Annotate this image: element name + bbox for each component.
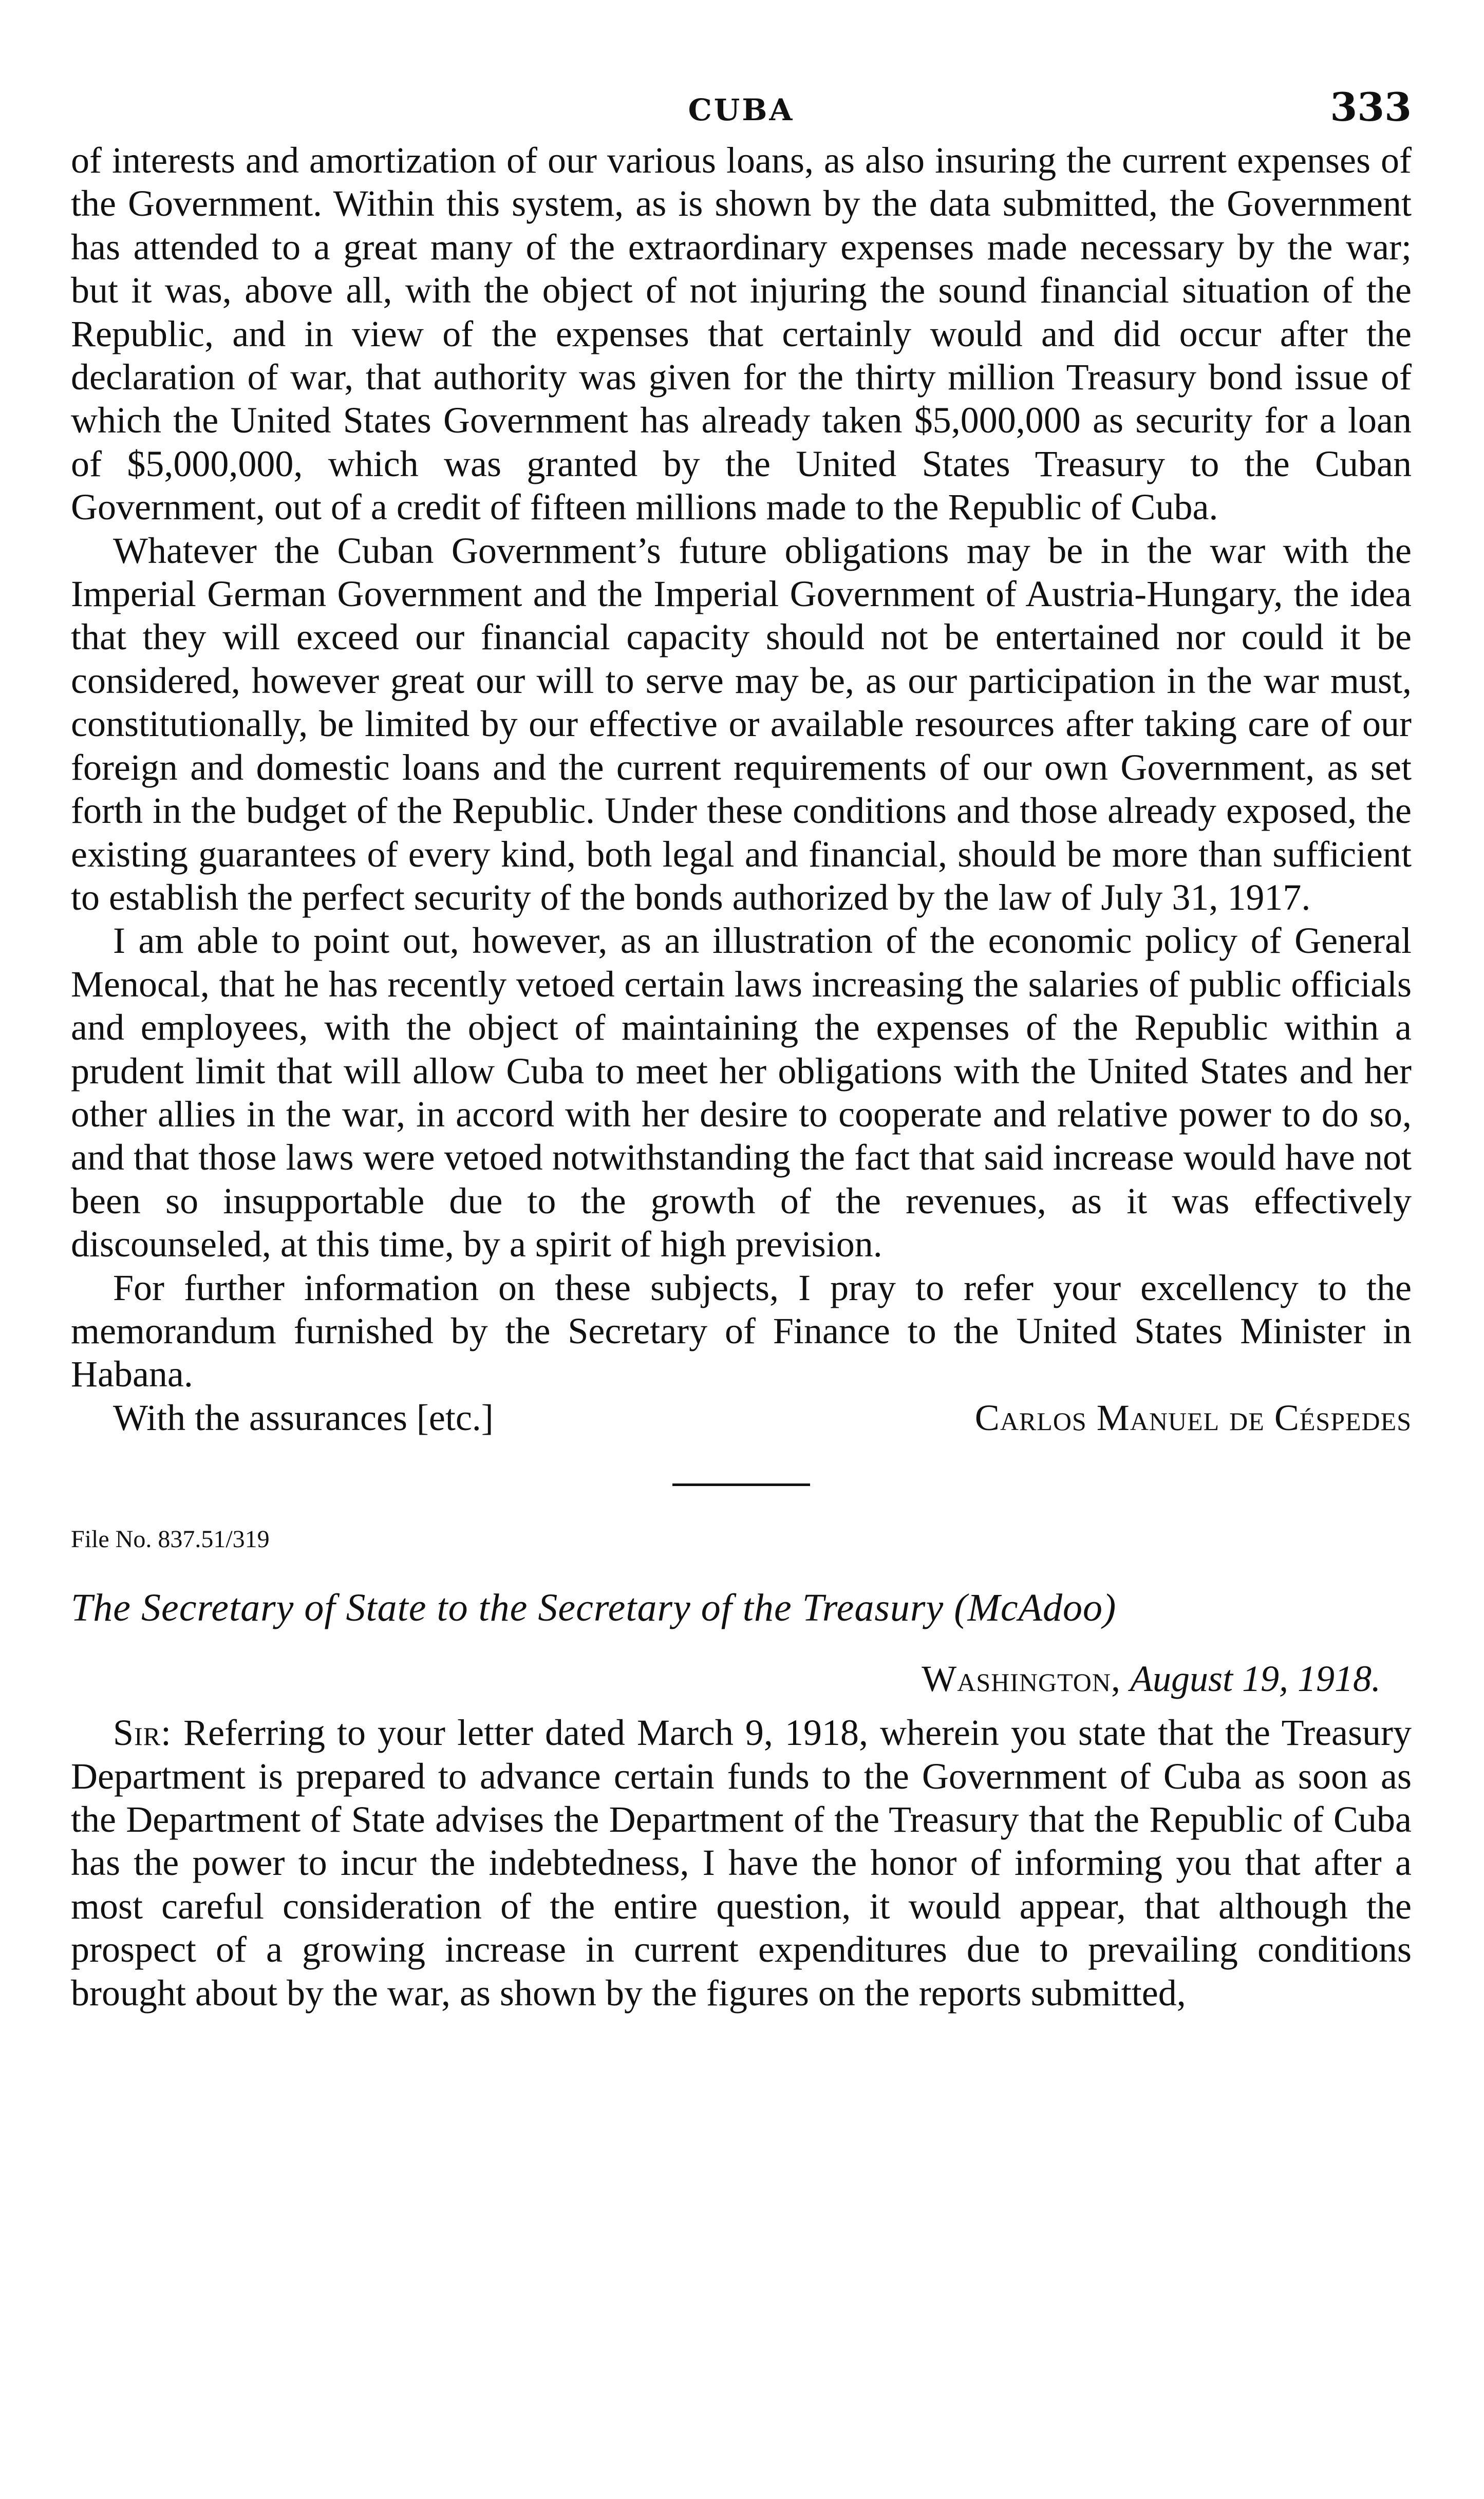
- signature: Carlos Manuel de Céspedes: [974, 1397, 1412, 1438]
- signoff-line: [71, 1396, 1412, 1439]
- body-paragraph-2: Whatever the Cuban Government’s future obligations may be in the war with the Imperial German Government and the Imperial Government of Austria-Hungary, the idea that they will exceed our financial capacity should not be entertained nor could it be considered, however great our will to serve may be, as our participation in the war must, constitutionally, be limited by our effective or available resources after taking care of our foreign and domestic loans and the current requirements of our own Government, as set forth in the budget of the Republic. Under these conditions and those already exposed, the existing guarantees of every kind, both legal and financial, should be more than sufficient to establish the perfect security of the bonds authorized by the law of July 31, 1917.: [71, 530, 1412, 918]
- dateline: [71, 1657, 1412, 1701]
- dateline-place: Washington,: [922, 1658, 1121, 1700]
- letter-paragraph: [71, 1711, 1412, 2015]
- file-number: File No. 837.51/319: [71, 1526, 270, 1553]
- body-paragraph-1: of interests and amortization of our various loans, as also insuring the current expenses of the Government. Within this system, as is shown by the data submitted, the Government has attended to a great many of the extraordinary expenses made necessary by the war; but it was, above all, with the object of not injuring the sound financial situation of the Republic, and in view of the expenses that certainly would and did occur after the declaration of war, that authority was given for the thirty million Treasury bond issue of which the United States Government has already taken $5,000,000 as security for a loan of $5,000,000, which was granted by the United States Treasury to the Cuban Government, out of a credit of fifteen millions made to the Republic of Cuba.: [71, 140, 1412, 528]
- section-divider: [672, 1483, 810, 1486]
- dateline-date: August 19, 1918.: [1130, 1658, 1381, 1700]
- closing-phrase: With the assurances [etc.]: [113, 1397, 494, 1438]
- body-paragraph-4: For further information on these subjects, I pray to refer your excellency to the memorandum furnished by the Secretary of Finance to the United States Minister in Habana.: [71, 1267, 1412, 1395]
- letter-paragraph-text: Referring to your letter dated March 9, 1918, wherein you state that the Treasury Department is prepared to advance certain funds to the Government of Cuba as soon as the Department of State advises the Department of the Treasury that the Republic of Cuba has the power to incur the indebtedness, I have the honor of informing you that after a most careful consideration of the entire question, it would appear, that although the prospect of a growing increase in current expenditures due to prevailing conditions brought about by the war, as shown by the figures on the reports submitted,: [71, 1712, 1412, 2014]
- document-page: [71, 77, 1412, 2015]
- running-header: [71, 77, 1412, 139]
- salutation: Sir:: [113, 1712, 172, 1754]
- body-paragraph-3: I am able to point out, however, as an illustration of the economic policy of General Menocal, that he has recently vetoed certain laws increasing the salaries of public officials and employees, with the object of maintaining the expenses of the Republic within a prudent limit that will allow Cuba to meet her obligations with the United States and her other allies in the war, in accord with her desire to cooperate and relative power to do so, and that those laws were vetoed notwithstanding the fact that said increase would have not been so insupportable due to the growth of the revenues, as it was effectively discounseled, at this time, by a spirit of high prevision.: [71, 920, 1412, 1265]
- document-heading: The Secretary of State to the Secretary of the Treasury (McAdoo): [71, 1586, 1117, 1630]
- running-title: CUBA: [688, 92, 795, 127]
- page-number: 333: [1330, 84, 1412, 130]
